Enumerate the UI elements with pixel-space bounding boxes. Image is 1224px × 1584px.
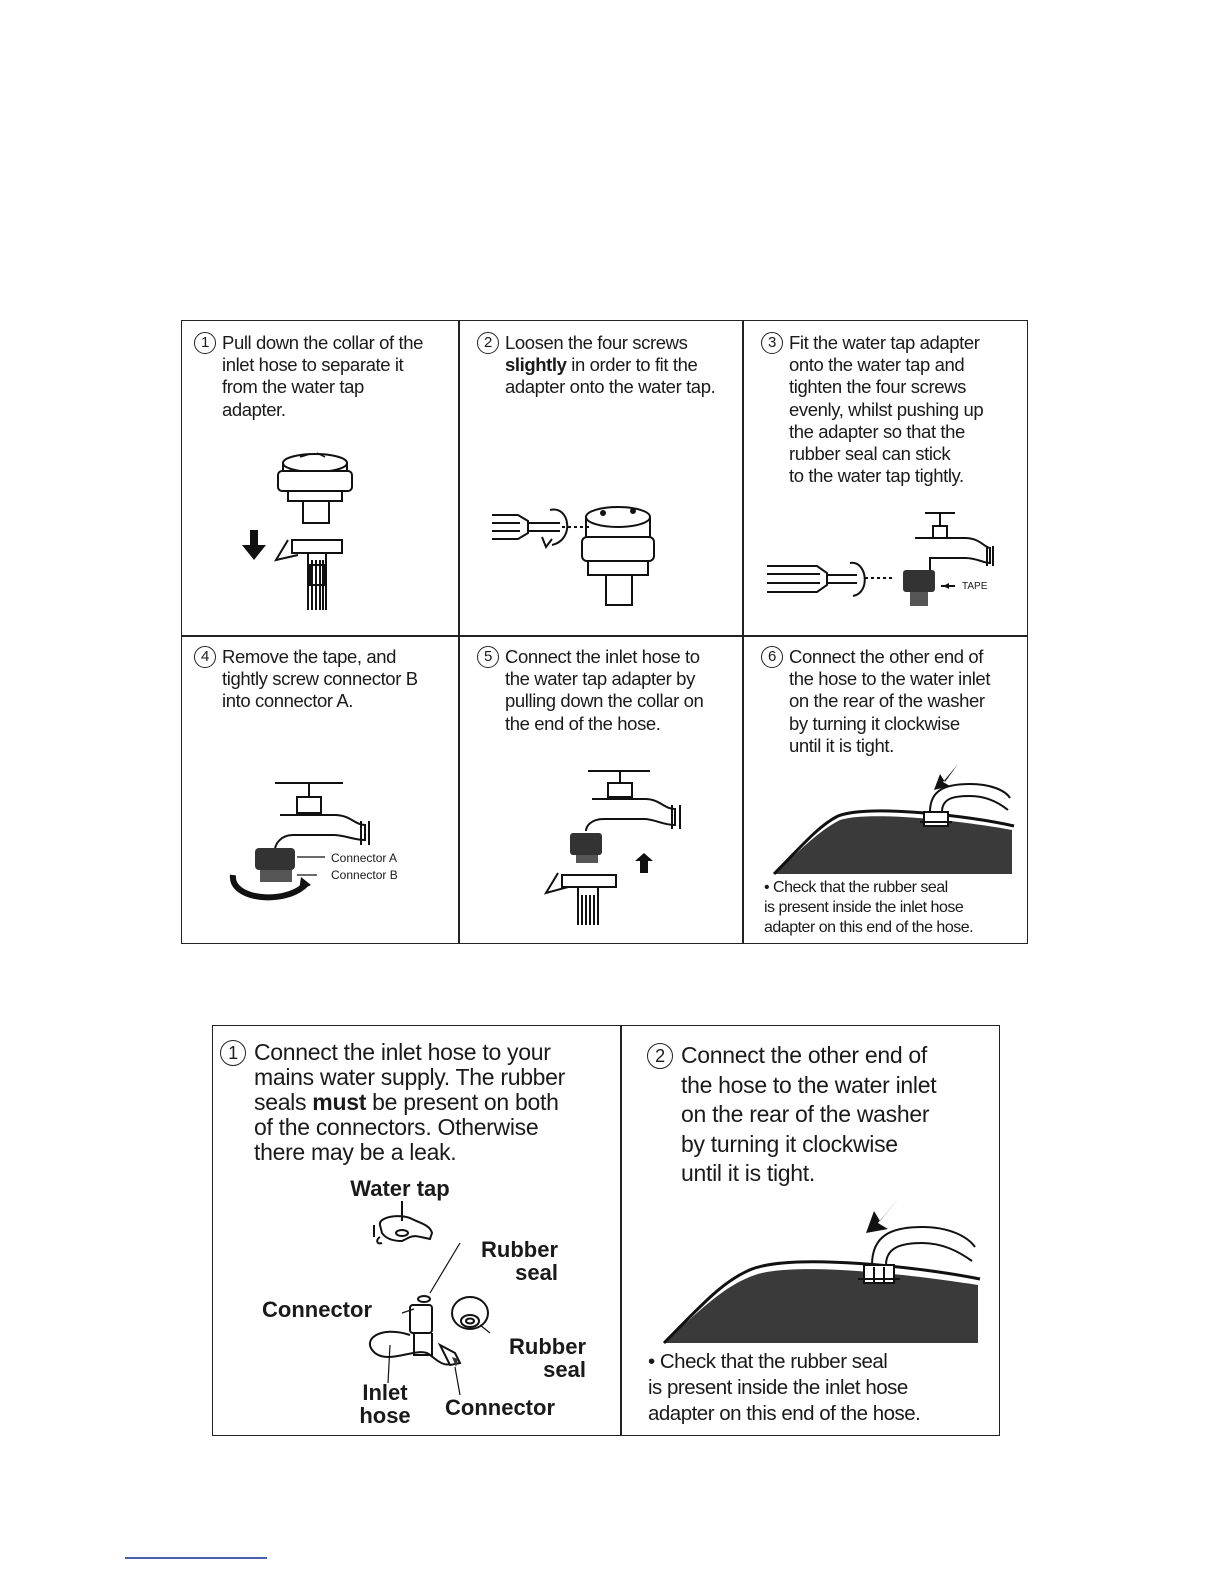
step-text: Connect the inlet hose to the water tap adapter by pulling down the collar on the end of the hose. [505,646,704,734]
step-number: 4 [194,646,216,668]
step-text: Connect the other end of the hose to the water inlet on the rear of the washer by turning it clockwise until it is tight. [681,1042,937,1186]
connector-a-label: Connector A [331,851,398,865]
grid-divider [181,635,1028,637]
rubber-seal-note: • Check that the rubber seal is present inside the inlet hose adapter on this end of the hose. [764,879,974,936]
step-number: 2 [477,332,499,354]
step-6-instruction [761,646,1023,757]
screwdriver-adapter-illustration [490,495,670,610]
step-5-instruction [477,646,739,735]
step-2-instruction [477,332,741,399]
step-text-emphasis: slightly [505,354,567,376]
hose-collar-illustration [230,445,380,615]
inlet-hose-parts-illustration [360,1195,520,1390]
step-number: 5 [477,646,499,668]
step-3-instruction [761,332,1023,487]
rubber-seal-top-label: Rubber seal [481,1237,558,1285]
step-number: 1 [220,1040,246,1066]
step-text [254,1040,615,1165]
connect-hose-illustration [540,765,690,930]
grid-divider [458,320,460,944]
step-text [505,332,741,399]
footer-rule [125,1557,267,1559]
tape-label: TAPE [962,581,988,592]
step-text-part: Connect the inlet hose to your mains water supply. The rubber seals [254,1039,566,1115]
step-number: 2 [647,1043,673,1069]
connector-tap-illustration [225,775,385,905]
panel-1-instruction [220,1040,615,1165]
panel-divider [620,1025,622,1436]
step-text-part: Loosen the four screws [505,332,688,353]
step-number: 6 [761,646,783,668]
fit-adapter-illustration [765,508,1000,613]
washer-inlet-illustration [770,760,1020,880]
step-1-instruction [194,332,456,421]
grid-divider [742,320,744,944]
step-number: 3 [761,332,783,354]
rubber-seal-note-large: • Check that the rubber seal is present inside the inlet hose adapter on this end of the hose. [648,1350,921,1425]
step-4-instruction [194,646,456,713]
step-text-emphasis: must [312,1089,367,1115]
step-text: Fit the water tap adapter onto the water tap and tighten the four screws evenly, whilst pushing up the adapter so that the rubber seal can stick to the water tap tightly. [789,332,984,487]
step-text-part: in order to fit the adapter onto the water tap. [505,354,716,398]
inlet-hose-label: Inlet hose [359,1380,411,1428]
connector-left-label: Connector [262,1297,372,1322]
step-text: Connect the other end of the hose to the water inlet on the rear of the washer by turning it clockwise until it is tight. [789,646,991,756]
panel-2-instruction [647,1043,992,1189]
step-text: Pull down the collar of the inlet hose to separate it from the water tap adapter. [222,332,424,420]
water-tap-label: Water tap [350,1176,450,1201]
connector-b-label: Connector B [331,868,398,882]
step-text: Remove the tape, and tightly screw connector B into connector A. [222,646,418,712]
step-text-part: be present on both of the connectors. Otherwise there may be a leak. [254,1089,559,1165]
rubber-seal-right-label: Rubber seal [509,1334,586,1382]
step-number: 1 [194,332,216,354]
washer-inlet-large-illustration [660,1195,985,1350]
connector-bottom-label: Connector [445,1395,555,1420]
